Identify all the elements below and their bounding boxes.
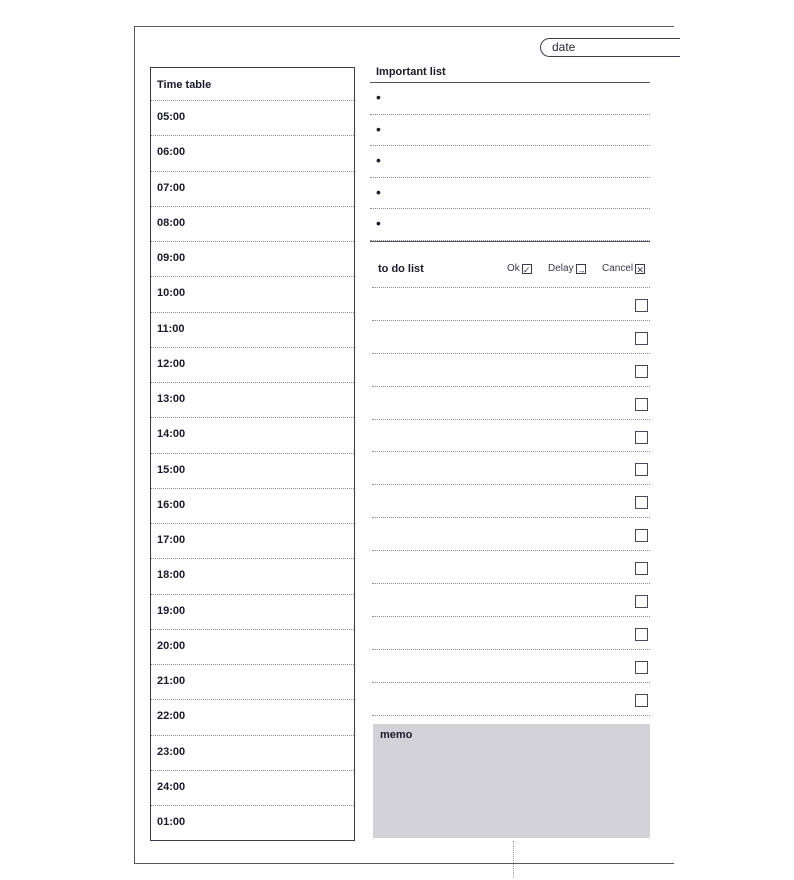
time-slot-label: 01:00 bbox=[157, 816, 186, 828]
important-list-item[interactable] bbox=[370, 115, 650, 147]
bullet-icon: • bbox=[376, 120, 381, 137]
cross-icon: ✕ bbox=[636, 264, 644, 275]
important-list-item[interactable] bbox=[370, 83, 650, 115]
time-slot-label: 06:00 bbox=[157, 146, 186, 159]
todo-checkbox[interactable] bbox=[635, 694, 648, 707]
time-slot-label: 11:00 bbox=[157, 322, 185, 335]
time-slot-row[interactable] bbox=[151, 241, 354, 276]
bullet-icon: • bbox=[376, 89, 381, 105]
todo-checkbox[interactable] bbox=[635, 595, 648, 608]
todo-list-item[interactable] bbox=[372, 617, 650, 650]
important-list-item[interactable] bbox=[370, 209, 650, 241]
time-slot-row[interactable] bbox=[151, 276, 354, 311]
important-list-items bbox=[370, 83, 650, 241]
todo-list-title: to do list bbox=[378, 263, 424, 275]
memo-title: memo bbox=[380, 729, 413, 741]
todo-checkbox[interactable] bbox=[635, 463, 648, 476]
todo-checkbox[interactable] bbox=[635, 332, 648, 345]
date-field[interactable] bbox=[540, 38, 680, 57]
time-slot-row[interactable] bbox=[151, 417, 354, 452]
legend-cancel-label: Cancel bbox=[602, 263, 634, 274]
time-slot-label: 21:00 bbox=[157, 675, 186, 687]
legend-ok bbox=[507, 263, 532, 274]
important-list-title: Important list bbox=[376, 66, 446, 78]
time-slot-row[interactable] bbox=[151, 135, 354, 170]
todo-list-item[interactable] bbox=[372, 452, 650, 485]
time-slot-row[interactable] bbox=[151, 735, 354, 770]
check-icon: ✓ bbox=[523, 264, 531, 275]
legend-delay bbox=[548, 263, 586, 274]
time-slot-label: 18:00 bbox=[157, 569, 186, 582]
time-slot-label: 15:00 bbox=[157, 463, 186, 476]
time-slot-label: 22:00 bbox=[157, 710, 186, 723]
time-slot-label: 13:00 bbox=[157, 393, 186, 405]
time-slot-row[interactable] bbox=[151, 206, 354, 241]
time-slot-label: 05:00 bbox=[157, 111, 186, 123]
todo-checkbox[interactable] bbox=[635, 661, 648, 674]
todo-checkbox[interactable] bbox=[635, 628, 648, 641]
todo-checkbox[interactable] bbox=[635, 562, 648, 575]
legend-delay-label: Delay bbox=[548, 263, 574, 274]
time-slot-label: 19:00 bbox=[157, 604, 186, 617]
fold-guide bbox=[513, 841, 514, 877]
time-table-title: Time table bbox=[157, 79, 212, 91]
date-label: date bbox=[552, 40, 576, 54]
time-slot-row[interactable] bbox=[151, 805, 354, 840]
todo-list-item[interactable] bbox=[372, 518, 650, 551]
todo-list-items bbox=[372, 287, 650, 716]
time-slot-label: 20:00 bbox=[157, 639, 186, 652]
todo-checkbox[interactable] bbox=[635, 398, 648, 411]
todo-checkbox[interactable] bbox=[635, 365, 648, 378]
important-list-item[interactable] bbox=[370, 178, 650, 210]
time-slot-label: 12:00 bbox=[157, 357, 186, 370]
arrow-right-icon: → bbox=[576, 264, 586, 275]
time-slot-row[interactable] bbox=[151, 347, 354, 382]
todo-list-item[interactable] bbox=[372, 683, 650, 716]
time-slot-row[interactable] bbox=[151, 664, 354, 699]
todo-list-item[interactable] bbox=[372, 485, 650, 518]
time-slot-row[interactable] bbox=[151, 171, 354, 206]
important-list-item[interactable] bbox=[370, 146, 650, 178]
time-slot-label: 14:00 bbox=[157, 428, 186, 441]
todo-list-item[interactable] bbox=[372, 354, 650, 387]
time-slot-row[interactable] bbox=[151, 770, 354, 805]
todo-list-item[interactable] bbox=[372, 288, 650, 321]
time-slot-label: 17:00 bbox=[157, 534, 186, 546]
todo-list-item[interactable] bbox=[372, 387, 650, 420]
time-slot-row[interactable] bbox=[151, 488, 354, 523]
time-slot-row[interactable] bbox=[151, 629, 354, 664]
bullet-icon: • bbox=[376, 183, 381, 200]
time-slot-label: 16:00 bbox=[157, 498, 186, 511]
time-table bbox=[150, 67, 355, 841]
time-slot-label: 08:00 bbox=[157, 216, 186, 229]
time-slot-row[interactable] bbox=[151, 453, 354, 488]
bullet-icon: • bbox=[376, 215, 381, 231]
todo-list-item[interactable] bbox=[372, 650, 650, 683]
time-slot-row[interactable] bbox=[151, 382, 354, 417]
time-table-rows bbox=[151, 100, 354, 840]
time-slot-row[interactable] bbox=[151, 699, 354, 734]
time-slot-label: 07:00 bbox=[157, 181, 186, 194]
time-slot-label: 09:00 bbox=[157, 252, 186, 264]
todo-checkbox[interactable] bbox=[635, 529, 648, 542]
todo-checkbox[interactable] bbox=[635, 431, 648, 444]
todo-list-item[interactable] bbox=[372, 551, 650, 584]
todo-checkbox[interactable] bbox=[635, 299, 648, 312]
todo-checkbox[interactable] bbox=[635, 496, 648, 509]
legend-ok-label: Ok bbox=[507, 263, 520, 274]
time-slot-row[interactable] bbox=[151, 558, 354, 593]
time-slot-row[interactable] bbox=[151, 312, 354, 347]
time-slot-row[interactable] bbox=[151, 100, 354, 135]
todo-list-item[interactable] bbox=[372, 420, 650, 453]
legend-cancel bbox=[602, 263, 645, 274]
time-slot-label: 10:00 bbox=[157, 287, 186, 300]
bullet-icon: • bbox=[376, 152, 381, 168]
memo-box[interactable] bbox=[373, 724, 650, 838]
todo-list-item[interactable] bbox=[372, 321, 650, 354]
time-slot-label: 24:00 bbox=[157, 780, 186, 793]
time-slot-row[interactable] bbox=[151, 523, 354, 558]
time-slot-label: 23:00 bbox=[157, 745, 186, 758]
time-slot-row[interactable] bbox=[151, 594, 354, 629]
todo-list-item[interactable] bbox=[372, 584, 650, 617]
important-list-bottom-rule bbox=[370, 241, 650, 242]
